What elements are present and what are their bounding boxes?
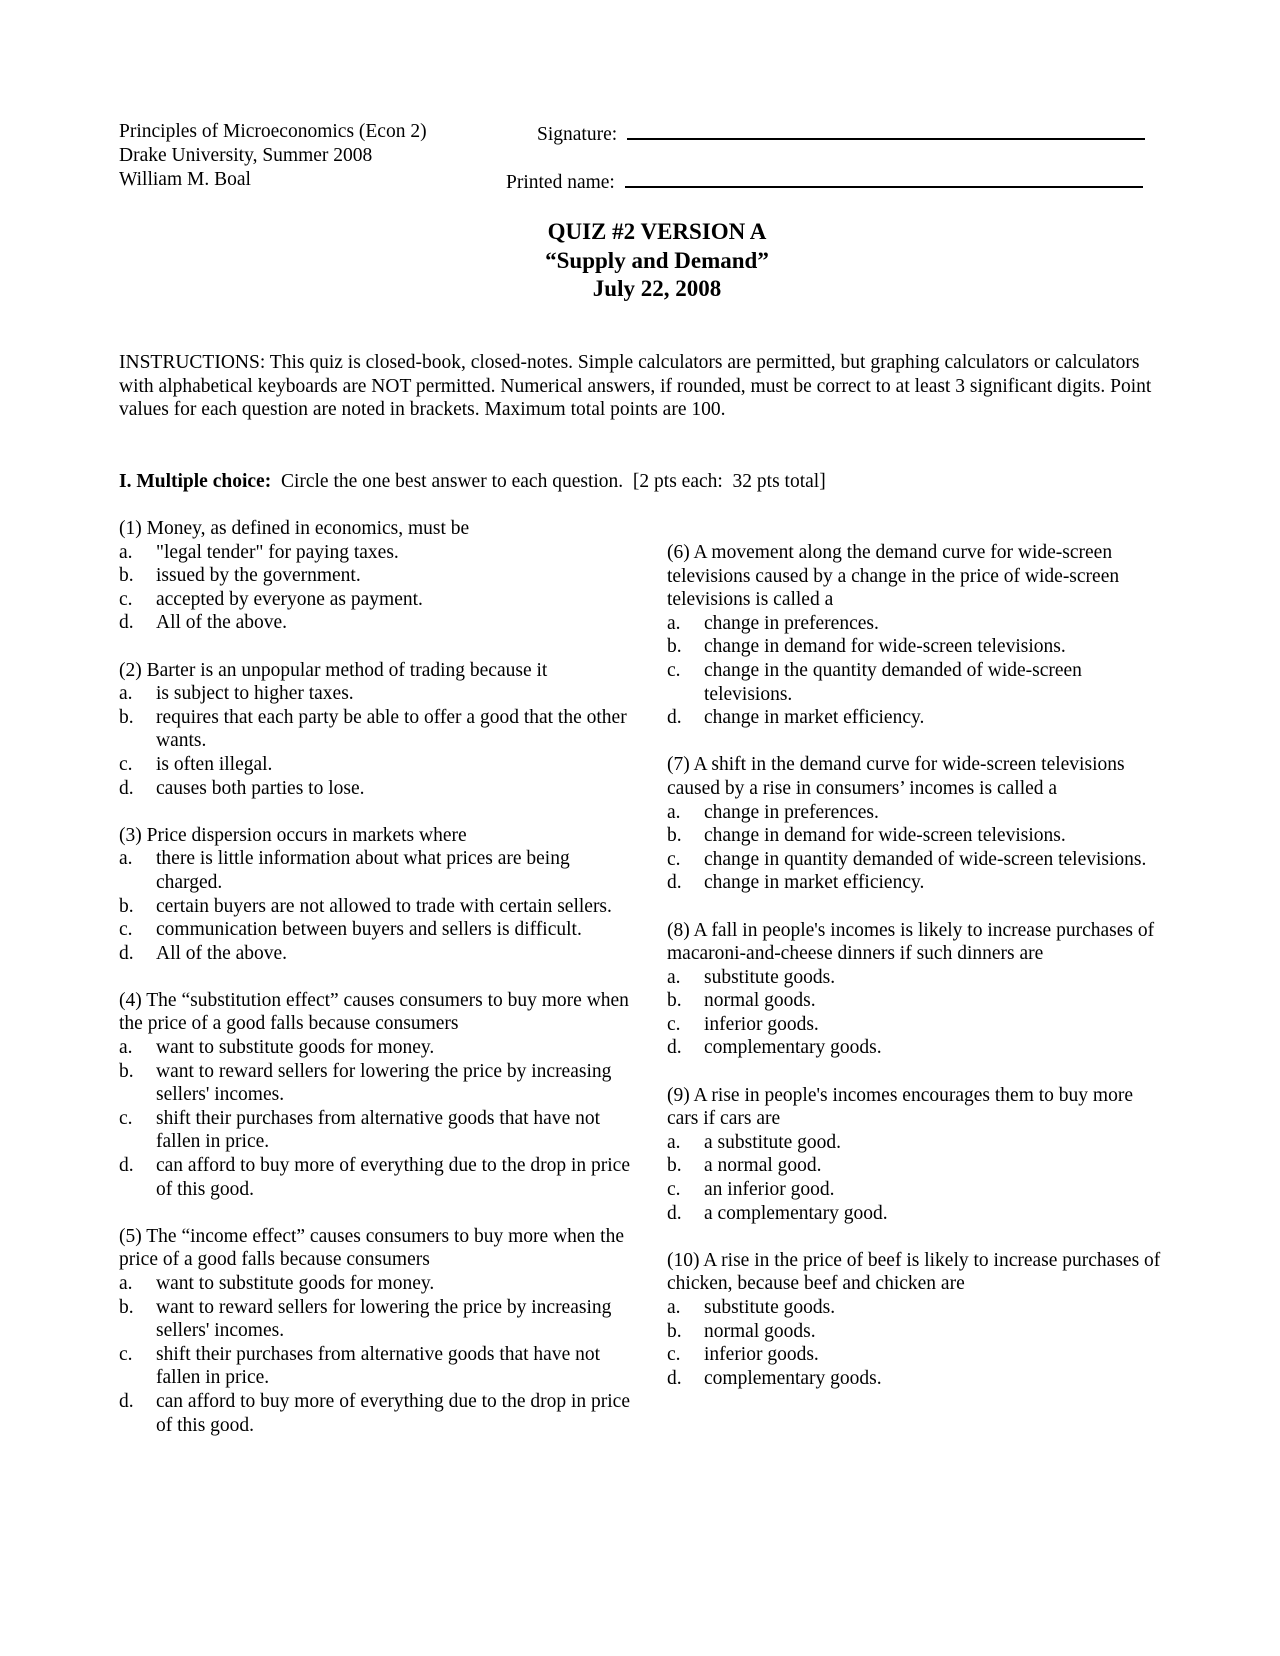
option-letter: b. — [119, 1296, 134, 1318]
answer-option[interactable] — [667, 871, 1167, 895]
option-letter: c. — [119, 1107, 133, 1129]
option-letter: c. — [667, 1344, 681, 1366]
question-stem: (3) Price dispersion occurs in markets where — [119, 824, 467, 846]
question-item — [119, 1225, 639, 1437]
option-text: want to substitute goods for money. — [156, 1273, 435, 1294]
option-text: shift their purchases from alternative goods that have not fallen in price. — [156, 1343, 601, 1389]
option-text: want to reward sellers for lowering the price by increasing sellers' incomes. — [156, 1060, 612, 1106]
option-letter: c. — [119, 1343, 133, 1365]
option-text: a complementary good. — [704, 1202, 888, 1224]
school-term: Drake University, Summer 2008 — [119, 145, 373, 166]
question-item — [119, 659, 639, 801]
option-letter: a. — [667, 612, 681, 634]
answer-option[interactable] — [667, 1296, 1167, 1320]
option-letter: a. — [119, 1273, 133, 1294]
answer-option[interactable] — [667, 1013, 1167, 1037]
option-text: change in preferences. — [704, 612, 879, 634]
question-item — [119, 824, 639, 966]
question-item — [667, 919, 1167, 1061]
answer-option[interactable] — [119, 541, 639, 565]
option-letter: a. — [667, 1131, 681, 1153]
answer-option[interactable] — [667, 1131, 1167, 1155]
answer-option[interactable] — [667, 824, 1167, 848]
option-letter: c. — [119, 753, 133, 775]
option-text: change in demand for wide-screen televisions. — [704, 636, 1066, 658]
signature-line[interactable] — [627, 120, 1145, 140]
option-letter: d. — [119, 1155, 134, 1177]
answer-option[interactable] — [667, 848, 1167, 872]
option-letter: d. — [667, 707, 682, 729]
quiz-title-line-2: “Supply and Demand” — [545, 247, 769, 273]
question-stem: (2) Barter is an unpopular method of trading because it — [119, 659, 548, 681]
option-text: there is little information about what prices are being charged. — [156, 848, 570, 893]
answer-option[interactable] — [119, 564, 639, 588]
question-item — [667, 541, 1167, 730]
option-letter: d. — [667, 1367, 682, 1389]
option-letter: a. — [119, 1037, 133, 1059]
option-text: causes both parties to lose. — [156, 777, 365, 799]
option-text: normal goods. — [704, 1320, 816, 1342]
question-stem: (1) Money, as defined in economics, must be — [119, 518, 470, 539]
option-letter: b. — [119, 565, 134, 587]
option-text: can afford to buy more of everything due to the drop in price of this good. — [156, 1155, 630, 1200]
instructor-name: William M. Boal — [119, 169, 251, 190]
answer-option[interactable] — [667, 1036, 1167, 1060]
option-text: issued by the government. — [156, 565, 361, 587]
answer-option[interactable] — [119, 1296, 639, 1343]
answer-option[interactable] — [667, 966, 1167, 990]
section-text: Circle the one best answer to each question. [2 pts each: 32 pts total] — [271, 471, 826, 492]
option-text: requires that each party be able to offer a good that the other wants. — [156, 706, 627, 752]
option-letter: a. — [667, 966, 681, 988]
option-letter: c. — [667, 848, 681, 870]
option-letter: c. — [119, 919, 133, 941]
option-letter: d. — [119, 777, 134, 799]
option-text: can afford to buy more of everything due to the drop in price of this good. — [156, 1390, 630, 1436]
option-text: substitute goods. — [704, 966, 836, 988]
option-text: change in preferences. — [704, 801, 879, 823]
question-stem: (9) A rise in people's incomes encourages them to buy more cars if cars are — [667, 1084, 1133, 1130]
answer-option[interactable] — [119, 777, 639, 801]
instructions-paragraph: INSTRUCTIONS: This quiz is closed-book, closed-notes. Simple calculators are permitted, but graphing calculators or calculators with alphabetical keyboards are NOT permitted. Numerical answers, if rounded, must be correct to at least 3 significant digits. Point values for each question are noted in brackets. Maximum total points are 100. — [119, 352, 1152, 421]
answer-option[interactable] — [667, 989, 1167, 1013]
question-item — [667, 1084, 1167, 1226]
answer-option[interactable] — [119, 847, 639, 894]
course-name: Principles of Microeconomics (Econ 2) — [119, 121, 427, 142]
answer-option[interactable] — [667, 635, 1167, 659]
answer-option[interactable] — [119, 1390, 639, 1437]
answer-option[interactable] — [119, 706, 639, 753]
option-text: accepted by everyone as payment. — [156, 588, 423, 610]
question-item — [667, 1249, 1167, 1391]
option-letter: b. — [667, 1155, 682, 1177]
option-text: change in market efficiency. — [704, 872, 925, 894]
question-item — [119, 517, 639, 635]
option-letter: c. — [667, 1013, 681, 1035]
option-letter: a. — [119, 683, 133, 705]
answer-option[interactable] — [119, 1272, 639, 1296]
option-text: change in demand for wide-screen televisions. — [704, 825, 1066, 847]
right-column — [667, 541, 1167, 1414]
answer-option[interactable] — [119, 682, 639, 706]
option-text: "legal tender" for paying taxes. — [156, 541, 399, 563]
option-text: an inferior good. — [704, 1179, 835, 1201]
option-letter: b. — [667, 990, 682, 1012]
option-letter: b. — [667, 825, 682, 847]
signature-row — [537, 120, 1145, 147]
option-text: is often illegal. — [156, 753, 273, 775]
printed-name-row — [506, 168, 1143, 195]
question-item — [667, 753, 1167, 895]
answer-option[interactable] — [667, 612, 1167, 636]
quiz-date: July 22, 2008 — [592, 276, 722, 301]
option-letter: a. — [119, 541, 133, 563]
option-letter: b. — [119, 706, 134, 728]
answer-option[interactable] — [667, 706, 1167, 730]
option-letter: a. — [667, 1297, 681, 1318]
option-text: shift their purchases from alternative goods that have not fallen in price. — [156, 1107, 601, 1153]
option-text: a normal good. — [704, 1155, 822, 1177]
answer-option[interactable] — [667, 1367, 1167, 1391]
answer-option[interactable] — [119, 942, 639, 966]
course-info — [119, 120, 427, 192]
printed-name-label: Printed name: — [506, 172, 615, 193]
option-text: change in quantity demanded of wide-screen televisions. — [704, 848, 1147, 870]
option-text: certain buyers are not allowed to trade with certain sellers. — [156, 895, 612, 917]
option-letter: b. — [119, 895, 134, 917]
answer-option[interactable] — [119, 1036, 639, 1060]
answer-option[interactable] — [119, 1343, 639, 1390]
signature-label: Signature: — [537, 124, 618, 145]
option-text: a substitute good. — [704, 1131, 842, 1153]
option-letter: c. — [667, 659, 681, 681]
option-text: complementary goods. — [704, 1367, 882, 1389]
option-text: inferior goods. — [704, 1013, 819, 1035]
option-letter: b. — [119, 1060, 134, 1082]
option-text: substitute goods. — [704, 1297, 836, 1318]
left-column — [119, 517, 639, 1461]
option-text: inferior goods. — [704, 1344, 819, 1366]
option-letter: d. — [667, 872, 682, 894]
option-text: complementary goods. — [704, 1037, 882, 1059]
option-text: change in market efficiency. — [704, 707, 925, 729]
option-letter: d. — [667, 1202, 682, 1224]
answer-option[interactable] — [119, 918, 639, 942]
option-text: communication between buyers and sellers is difficult. — [156, 919, 582, 941]
option-text: change in the quantity demanded of wide-screen televisions. — [704, 659, 1082, 705]
question-stem: (10) A rise in the price of beef is likely to increase purchases of chicken, because beef and chicken are — [667, 1249, 1161, 1295]
question-stem: (8) A fall in people's incomes is likely to increase purchases of macaroni-and-cheese dinners if such dinners are — [667, 919, 1155, 965]
option-text: want to reward sellers for lowering the price by increasing sellers' incomes. — [156, 1296, 612, 1342]
answer-option[interactable] — [667, 801, 1167, 825]
question-stem: (7) A shift in the demand curve for wide-screen televisions caused by a rise in consumers’ incomes is called a — [667, 754, 1125, 799]
option-letter: b. — [667, 636, 682, 658]
question-stem: (5) The “income effect” causes consumers to buy more when the price of a good falls because consumers — [119, 1225, 625, 1271]
answer-option[interactable] — [119, 611, 639, 635]
answer-option[interactable] — [667, 1154, 1167, 1178]
answer-option[interactable] — [119, 1060, 639, 1107]
option-letter: c. — [119, 588, 133, 610]
answer-option[interactable] — [667, 1202, 1167, 1226]
option-letter: c. — [667, 1179, 681, 1201]
option-text: normal goods. — [704, 990, 816, 1012]
option-text: is subject to higher taxes. — [156, 683, 354, 705]
answer-option[interactable] — [119, 895, 639, 919]
option-letter: d. — [119, 612, 134, 634]
option-letter: d. — [119, 942, 134, 964]
section-heading — [119, 470, 826, 494]
answer-option[interactable] — [667, 1178, 1167, 1202]
option-letter: a. — [667, 801, 681, 823]
answer-option[interactable] — [667, 1320, 1167, 1344]
option-text: All of the above. — [156, 612, 288, 634]
option-letter: a. — [119, 848, 133, 870]
option-letter: b. — [667, 1320, 682, 1342]
option-text: want to substitute goods for money. — [156, 1037, 435, 1059]
quiz-title — [0, 218, 1280, 304]
section-label: I. Multiple choice: — [119, 471, 272, 492]
answer-option[interactable] — [667, 1343, 1167, 1367]
answer-option[interactable] — [119, 753, 639, 777]
option-text: All of the above. — [156, 942, 288, 964]
answer-option[interactable] — [119, 1154, 639, 1201]
answer-option[interactable] — [119, 1107, 639, 1154]
quiz-title-line-1: QUIZ #2 VERSION A — [547, 219, 767, 244]
answer-option[interactable] — [667, 659, 1167, 706]
answer-option[interactable] — [119, 588, 639, 612]
option-letter: d. — [667, 1037, 682, 1059]
option-letter: d. — [119, 1390, 134, 1412]
question-stem: (6) A movement along the demand curve for wide-screen televisions caused by a change in the price of wide-screen televisions is called a — [667, 542, 1120, 611]
question-stem: (4) The “substitution effect” causes consumers to buy more when the price of a good falls because consumers — [119, 989, 629, 1035]
question-item — [119, 989, 639, 1201]
printed-name-line[interactable] — [625, 168, 1143, 188]
